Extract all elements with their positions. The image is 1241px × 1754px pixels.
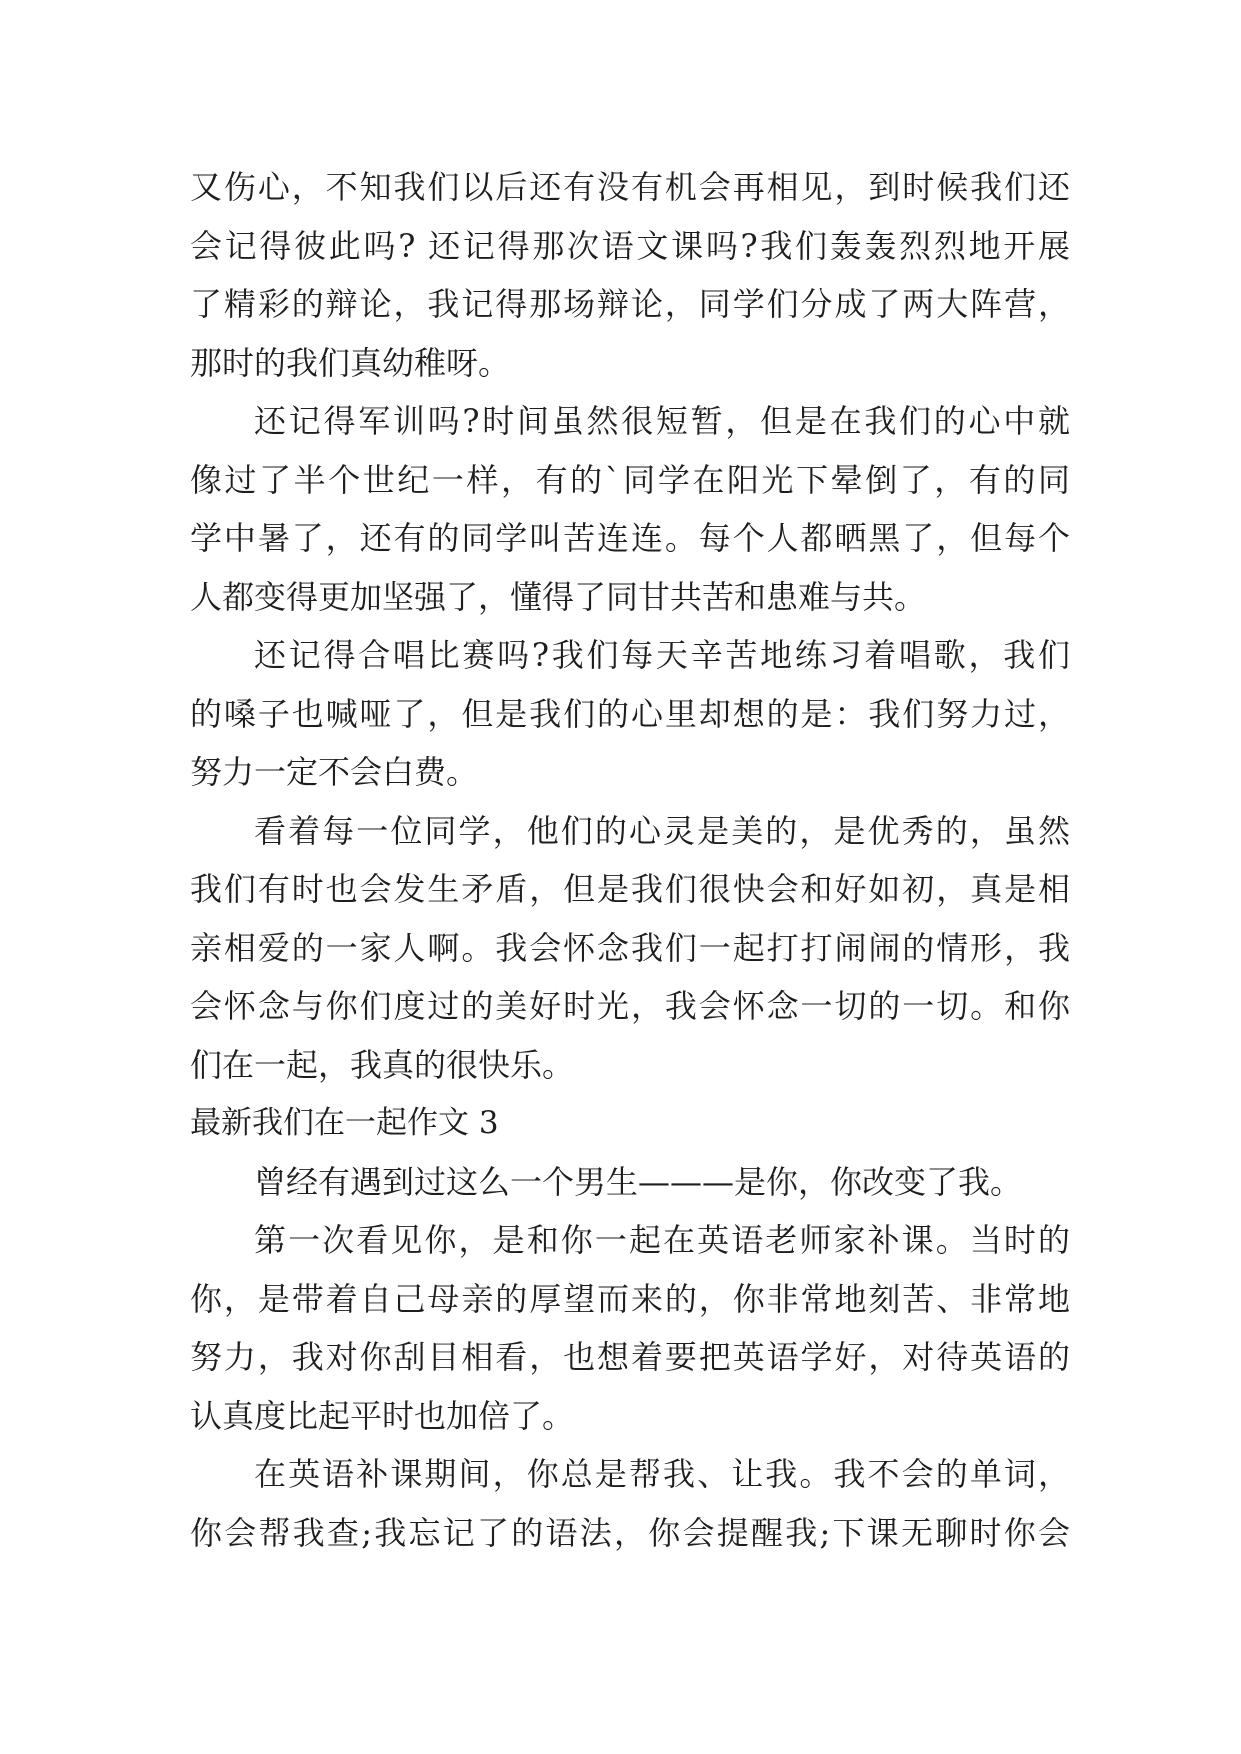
text-line: 亲相爱的一家人啊。我会怀念我们一起打打闹闹的情形，我 [190, 928, 1070, 967]
text-line: 又伤心，不知我们以后还有没有机会再相见，到时候我们还 [190, 168, 1070, 206]
paragraph-first-line: 在英语补课期间，你总是帮我、让我。我不会的单词， [254, 1455, 1070, 1493]
section-heading: 最新我们在一起作文 3 [190, 1105, 499, 1141]
text-line: 努力，我对你刮目相看，也想着要把英语学好，对待英语的 [190, 1338, 1070, 1376]
text-line: 会怀念与你们度过的美好时光，我会怀念一切的一切。和你 [190, 987, 1070, 1025]
text-line: 努力一定不会白费。 [190, 753, 479, 791]
text-line: 你，是带着自己母亲的厚望而来的，你非常地刻苦、非常地 [190, 1279, 1070, 1318]
text-line: 像过了半个世纪一样，有的`同学在阳光下晕倒了，有的同 [190, 460, 1070, 499]
text-line: 那时的我们真幼稚呀。 [190, 343, 511, 382]
paragraph-first-line: 第一次看见你，是和你一起在英语老师家补课。当时的 [254, 1221, 1070, 1259]
text-line: 了精彩的辩论，我记得那场辩论，同学们分成了两大阵营， [190, 285, 1070, 323]
text-line: 的嗓子也喊哑了，但是我们的心里却想的是：我们努力过， [190, 694, 1070, 733]
text-line: 会记得彼此吗? 还记得那次语文课吗?我们轰轰烈烈地开展 [190, 226, 1070, 265]
text-line: 学中暑了，还有的同学叫苦连连。每个人都晒黑了，但每个 [190, 519, 1070, 557]
text-line: 们在一起，我真的很快乐。 [190, 1045, 575, 1084]
paragraph-first-line: 曾经有遇到过这么一个男生———是你，你改变了我。 [254, 1162, 1023, 1201]
paragraph-first-line: 还记得军训吗?时间虽然很短暂，但是在我们的心中就 [254, 402, 1070, 440]
text-line: 你会帮我查;我忘记了的语法，你会提醒我;下课无聊时你会 [190, 1513, 1070, 1552]
text-line: 认真度比起平时也加倍了。 [190, 1396, 575, 1435]
paragraph-first-line: 看着每一位同学，他们的心灵是美的，是优秀的，虽然 [254, 811, 1070, 850]
text-line: 我们有时也会发生矛盾，但是我们很快会和好如初，真是相 [190, 870, 1070, 908]
text-line: 人都变得更加坚强了，懂得了同甘共苦和患难与共。 [190, 577, 927, 616]
essay-text [190, 158, 1070, 1562]
paragraph-first-line: 还记得合唱比赛吗?我们每天辛苦地练习着唱歌，我们 [254, 636, 1070, 674]
